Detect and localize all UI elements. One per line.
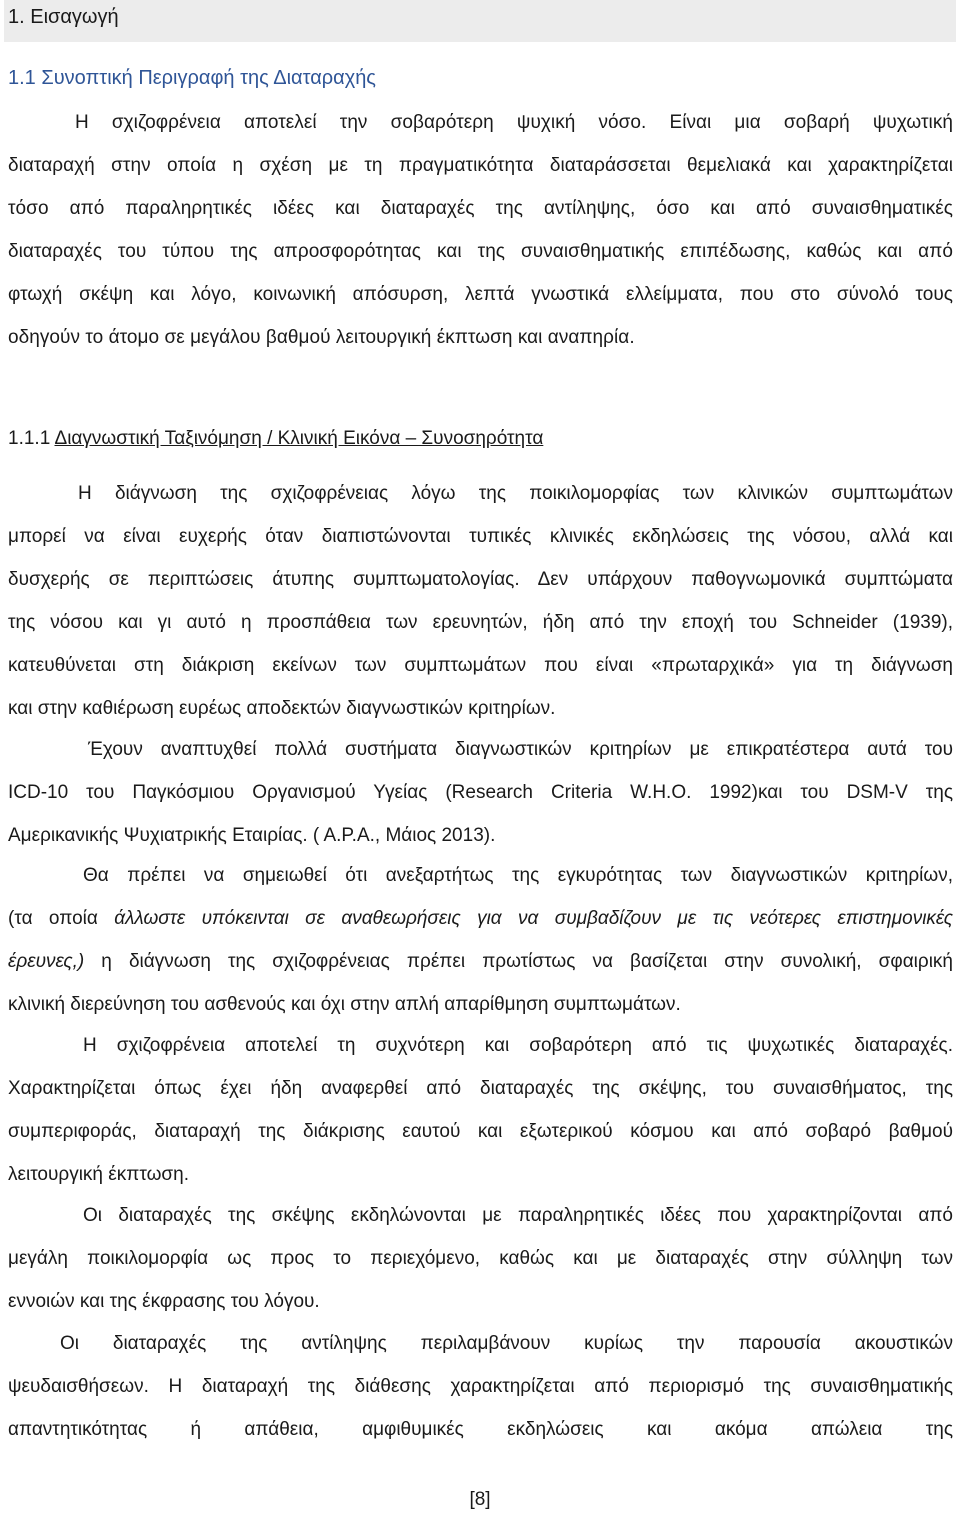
- text-line: διαταραχές του τύπου της απροσφορότητας και της συναισθηματικής επιπέδωσης, καθώς και από: [8, 241, 953, 262]
- text-line: Έχουν αναπτυχθεί πολλά συστήματα διαγνωστικών κριτηρίων με επικρατέστερα αυτά του: [88, 739, 953, 760]
- text-line: οδηγούν το άτομο σε μεγάλου βαθμού λειτουργική έκπτωση και αναπηρία.: [8, 327, 635, 348]
- subsection-heading: [8, 428, 543, 450]
- text-line: απαντητικότητας ή απάθεια, αμφιθυμικές εκδηλώσεις και ακόμα απώλεια της: [8, 1419, 953, 1440]
- paragraph-frequency: [8, 1024, 953, 1196]
- text-line: και στην καθιέρωση ευρέως αποδεκτών διαγνωστικών κριτηρίων.: [8, 698, 556, 719]
- chapter-heading-bar: [4, 0, 956, 42]
- text-line: Η σχιζοφρένεια αποτελεί τη συχνότερη και σοβαρότερη από τις ψυχωτικές διαταραχές.: [83, 1035, 953, 1056]
- text-line: εννοιών και της έκφρασης του λόγου.: [8, 1291, 320, 1312]
- chapter-heading: 1. Εισαγωγή: [8, 6, 119, 28]
- text-line: φτωχή σκέψη και λόγο, κοινωνική απόσυρση, λεπτά γνωστικά ελλείμματα, που στο σύνολό τους: [8, 284, 953, 305]
- text-run: (τα οποία: [8, 908, 115, 929]
- paragraph-diagnosis: [8, 472, 953, 730]
- text-line: δυσχερής σε περιπτώσεις άτυπης συμπτωματολογίας. Δεν υπάρχουν παθογνωμονικά συμπτώματα: [8, 569, 953, 590]
- section-heading: 1.1 Συνοπτική Περιγραφή της Διαταραχής: [8, 67, 376, 89]
- text-line: Θα πρέπει να σημειωθεί ότι ανεξαρτήτως της εγκυρότητας των διαγνωστικών κριτηρίων,: [83, 865, 953, 886]
- text-line: Οι διαταραχές της σκέψης εκδηλώνονται με παραληρητικές ιδέες που χαρακτηρίζονται από: [83, 1205, 953, 1226]
- text-line: διαταραχή στην οποία η σχέση με τη πραγματικότητα διαταράσσεται θεμελιακά και χαρακτηρίζεται: [8, 155, 953, 176]
- text-line: Χαρακτηρίζεται όπως έχει ήδη αναφερθεί από διαταραχές της σκέψης, του συναισθήματος, της: [8, 1078, 953, 1099]
- paragraph-validity: [8, 854, 953, 1026]
- subsection-number: 1.1.1: [8, 428, 51, 449]
- text-line: Οι διαταραχές της αντίληψης περιλαμβάνουν κυρίως την παρουσία ακουστικών: [60, 1333, 953, 1354]
- text-line: Η σχιζοφρένεια αποτελεί την σοβαρότερη ψυχική νόσο. Είναι μια σοβαρή ψυχωτική: [75, 112, 953, 133]
- italic-text-run: άλλωστε υπόκεινται σε αναθεωρήσεις για να συμβαδίζουν με τις νεότερες επιστημονικές: [114, 908, 954, 929]
- paragraph-intro: [8, 101, 953, 359]
- text-line: ICD-10 του Παγκόσμιου Οργανισμού Υγείας (Research Criteria W.H.O. 1992)και του DSM-V της: [8, 782, 953, 803]
- text-line: κλινική διερεύνηση του ασθενούς και όχι στην απλή απαρίθμηση συμπτωμάτων.: [8, 994, 681, 1015]
- text-line: της νόσου και γι αυτό η προσπάθεια των ερευνητών, ήδη από την εποχή του Schneider (1939),: [8, 612, 953, 633]
- text-line: λειτουργική έκπτωση.: [8, 1164, 189, 1185]
- paragraph-thought: [8, 1194, 953, 1323]
- text-run: η διάγνωση της σχιζοφρένειας πρέπει πρωτίστως να βασίζεται στην συνολική, σφαιρική: [84, 951, 953, 972]
- paragraph-criteria: [8, 728, 953, 857]
- text-line: ψευδαισθήσεων. Η διαταραχή της διάθεσης χαρακτηρίζεται από περιορισμό της συναισθηματικής: [8, 1376, 953, 1397]
- text-line: Η διάγνωση της σχιζοφρένειας λόγω της ποικιλομορφίας των κλινικών συμπτωμάτων: [78, 483, 953, 504]
- italic-text-run: έρευνες,): [8, 951, 85, 972]
- text-line: Αμερικανικής Ψυχιατρικής Εταιρίας. ( Α.Ρ.Α., Μάιος 2013).: [8, 825, 496, 846]
- page-number: [8]: [469, 1489, 491, 1510]
- text-line: μπορεί να είναι ευχερής όταν διαπιστώνονται τυπικές κλινικές εκδηλώσεις της νόσου, αλλά και: [8, 526, 953, 547]
- subsection-title: Διαγνωστική Ταξινόμηση / Κλινική Εικόνα – Συνοσηρότητα: [54, 428, 544, 449]
- text-line: συμπεριφοράς, διαταραχή της διάκρισης εαυτού και εξωτερικού κόσμου και από σοβαρό βαθμού: [8, 1121, 953, 1142]
- text-line: κατευθύνεται στη διάκριση εκείνων των συμπτωμάτων που είναι «πρωταρχικά» για τη διάγνωση: [8, 655, 953, 676]
- text-line: μεγάλη ποικιλομορφία ως προς το περιεχόμενο, καθώς και με διαταραχές στην σύλληψη των: [8, 1248, 953, 1269]
- text-line: τόσο από παραληρητικές ιδέες και διαταραχές της αντίληψης, όσο και από συναισθηματικές: [8, 198, 953, 219]
- paragraph-perception: [8, 1322, 953, 1451]
